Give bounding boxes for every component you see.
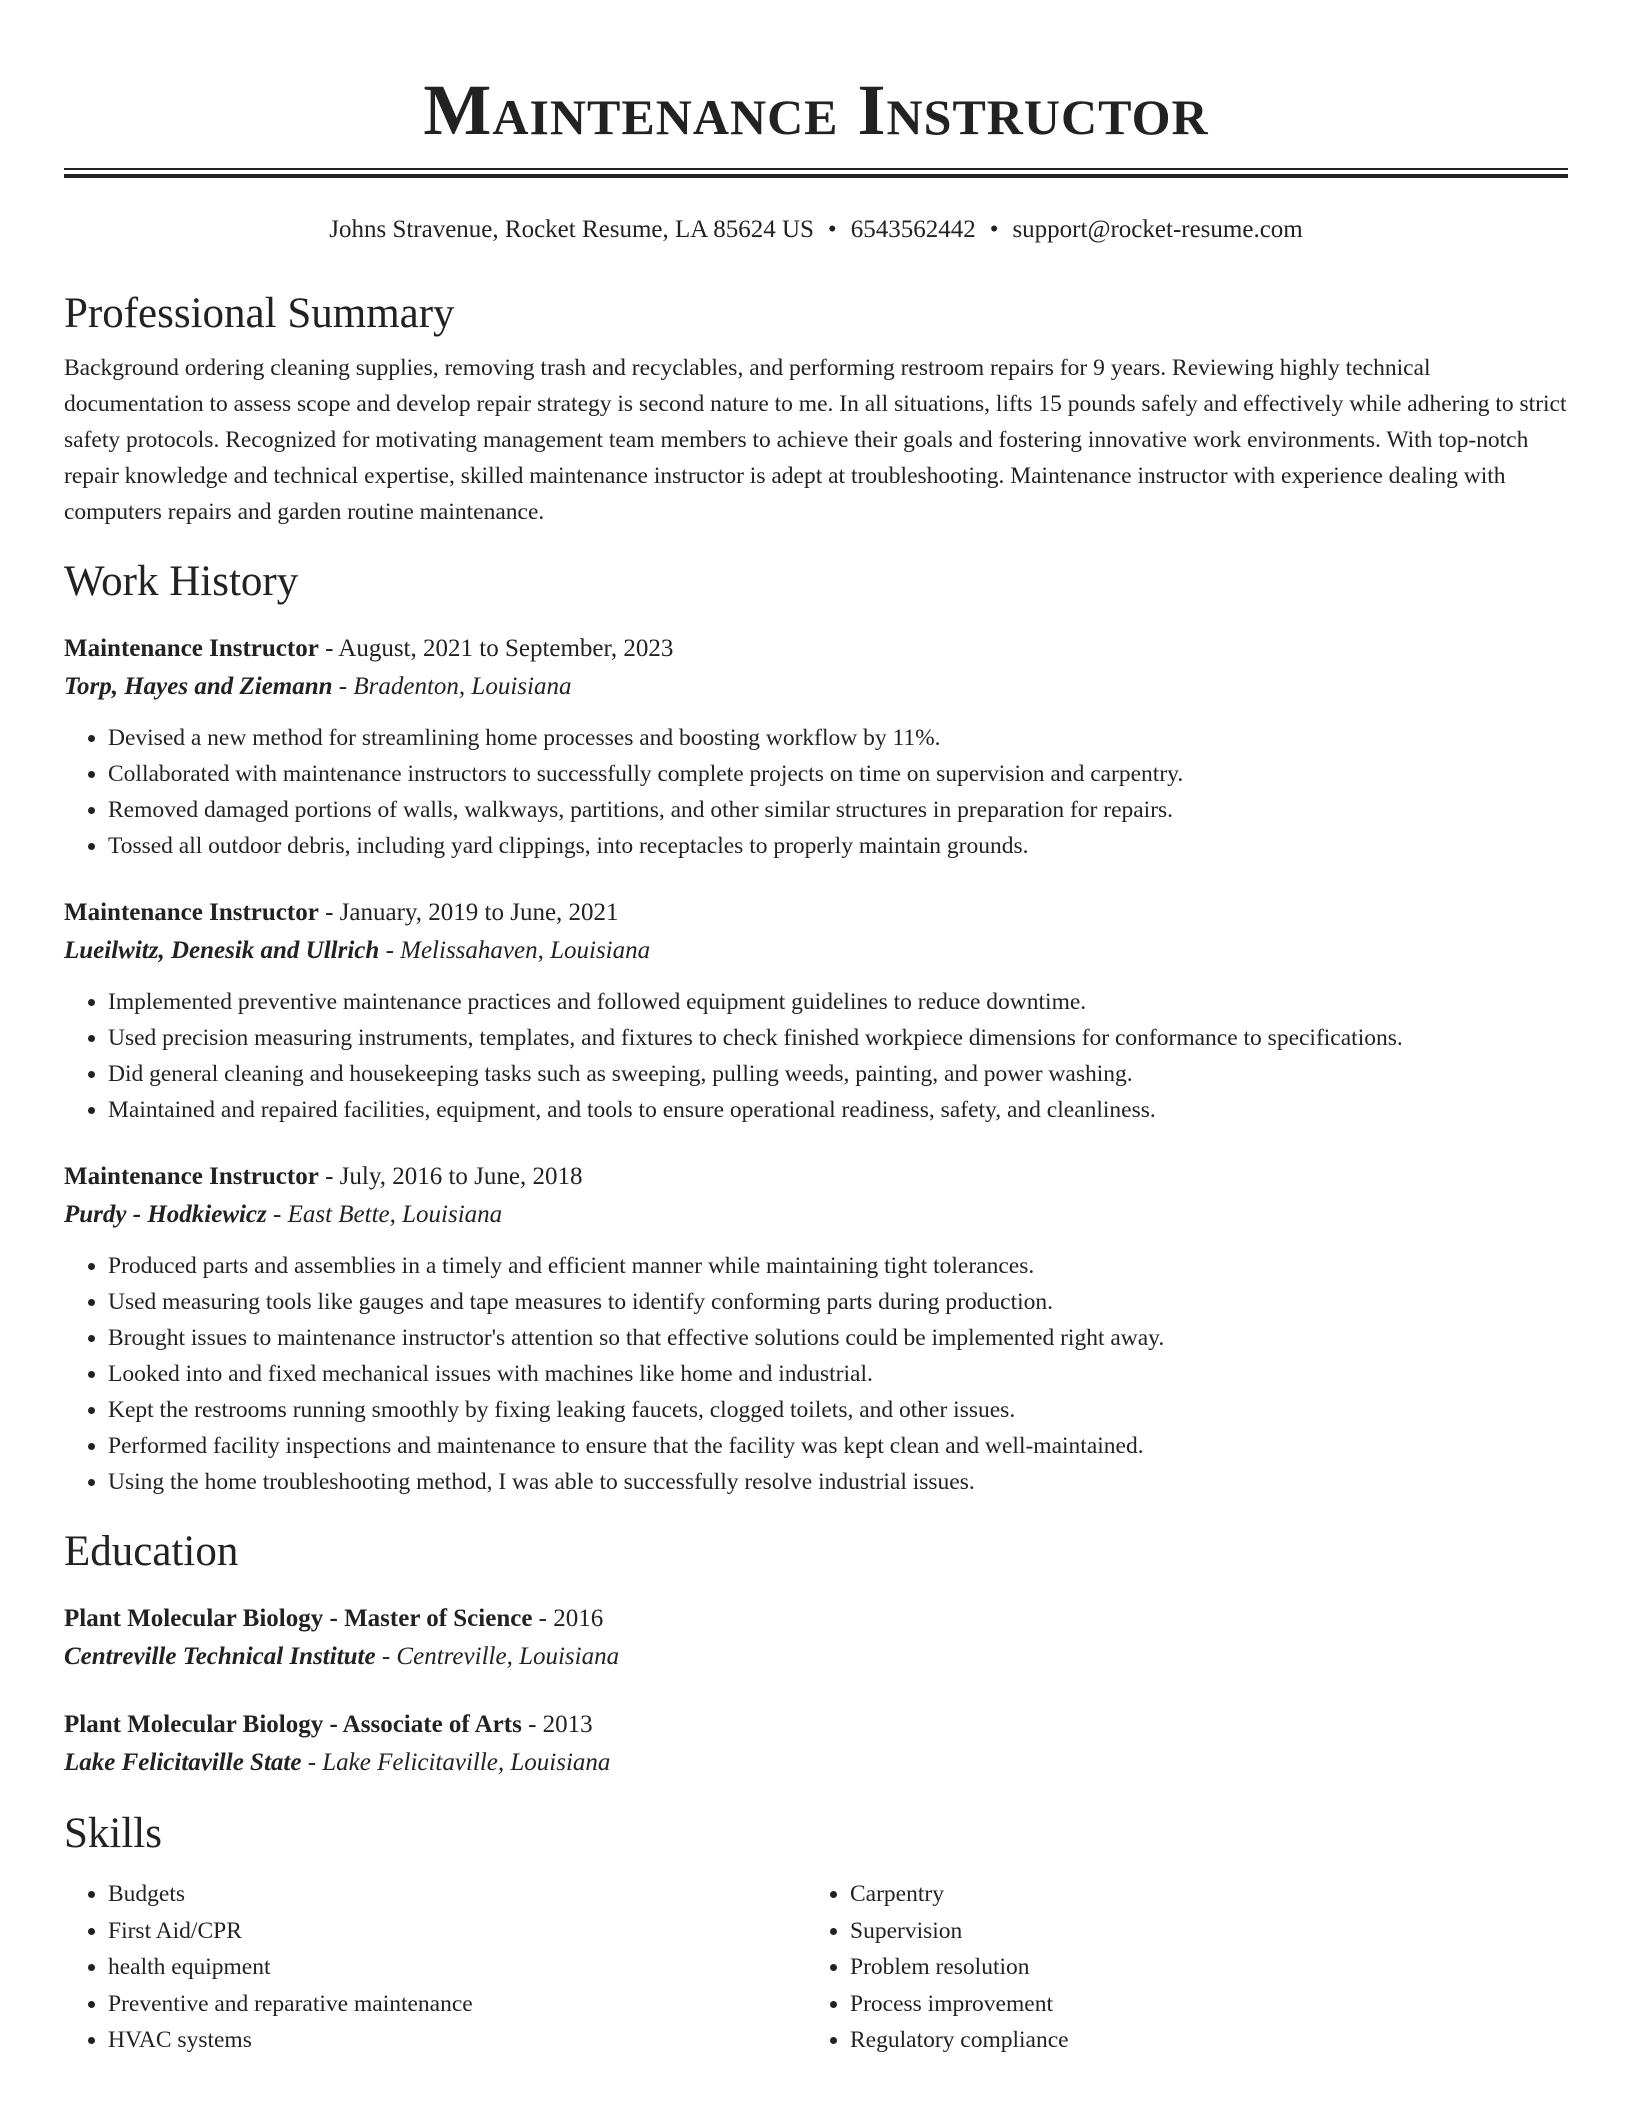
job-bullet: • Maintained and repaired facilities, equipment, and tools to ensure operational readiness, safety, and cleanliness. (108, 1092, 1568, 1128)
job-bullet: • Collaborated with maintenance instructors to successfully complete projects on time on supervision and carpentry. (108, 756, 1568, 792)
education-entry (64, 1706, 1568, 1782)
skill-item: • Supervision (850, 1913, 1548, 1950)
skill-item: • First Aid/CPR (108, 1913, 806, 1950)
job-location: - East Bette, Louisiana (266, 1201, 503, 1228)
education-year: - 2013 (521, 1711, 593, 1738)
skill-item: • Regulatory compliance (850, 2022, 1548, 2059)
contact-separator: • (989, 216, 999, 243)
job-org-line (64, 932, 1568, 970)
job-entry (64, 630, 1568, 864)
skill-item: • HVAC systems (108, 2022, 806, 2059)
job-dates: - January, 2019 to June, 2021 (318, 899, 619, 926)
education-degree: Plant Molecular Biology - Associate of Arts (64, 1711, 522, 1738)
job-bullet: • Did general cleaning and housekeeping tasks such as sweeping, pulling weeds, painting, and power washing. (108, 1056, 1568, 1092)
resume-name: Maintenance Instructor (423, 70, 1209, 150)
job-bullet: • Used measuring tools like gauges and tape measures to identify conforming parts during production. (108, 1284, 1568, 1320)
job-company: Lueilwitz, Denesik and Ullrich (64, 937, 380, 964)
education-school-line (64, 1638, 1568, 1676)
job-bullets (64, 1248, 1568, 1500)
job-bullet: • Using the home troubleshooting method, I was able to successfully resolve industrial issues. (108, 1464, 1568, 1500)
job-bullet: • Brought issues to maintenance instructor's attention so that effective solutions could be implemented right away. (108, 1320, 1568, 1356)
job-dates: - August, 2021 to September, 2023 (318, 635, 674, 662)
skill-item: • Preventive and reparative maintenance (108, 1986, 806, 2023)
summary-text: Background ordering cleaning supplies, removing trash and recyclables, and performing restroom repairs for 9 years. Reviewing highly technical documentation to assess scope and develop repair strategy is second nature to me. In all situations, lifts 15 pounds safely and effectively while adhering to strict safety protocols. Recognized for motivating management team members to achieve their goals and fostering innovative work environments. With top-notch repair knowledge and technical expertise, skilled maintenance instructor is adept at troubleshooting. Maintenance instructor with experience dealing with computers repairs and garden routine maintenance. (64, 355, 1567, 525)
education-year: - 2016 (532, 1605, 604, 1632)
job-title: Maintenance Instructor (64, 899, 319, 926)
contact-email: support@rocket-resume.com (1012, 216, 1303, 243)
skill-item: • Budgets (108, 1876, 806, 1913)
job-bullet: • Produced parts and assemblies in a timely and efficient manner while maintaining tight tolerances. (108, 1248, 1568, 1284)
skill-item: • health equipment (108, 1949, 806, 1986)
skill-item: • Problem resolution (850, 1949, 1548, 1986)
job-bullet: • Performed facility inspections and maintenance to ensure that the facility was kept clean and well-maintained. (108, 1428, 1568, 1464)
education-degree-line (64, 1706, 1568, 1744)
education-school: Lake Felicitaville State (64, 1749, 302, 1776)
job-bullets (64, 984, 1568, 1128)
job-org-line (64, 668, 1568, 706)
job-bullet: • Tossed all outdoor debris, including yard clippings, into receptacles to properly maintain grounds. (108, 828, 1568, 864)
contact-line (64, 212, 1568, 248)
job-bullet: • Implemented preventive maintenance practices and followed equipment guidelines to reduce downtime. (108, 984, 1568, 1020)
header-divider (64, 168, 1568, 178)
skill-item: • Carpentry (850, 1876, 1548, 1913)
contact-separator: • (827, 216, 837, 243)
job-dates: - July, 2016 to June, 2018 (318, 1163, 583, 1190)
job-title: Maintenance Instructor (64, 1163, 319, 1190)
job-role-line (64, 1158, 1568, 1196)
job-company: Torp, Hayes and Ziemann (64, 673, 333, 700)
contact-address: Johns Stravenue, Rocket Resume, LA 85624 US (329, 216, 814, 243)
skills-heading: Skills (64, 1810, 162, 1857)
job-org-line (64, 1196, 1568, 1234)
education-school-line (64, 1744, 1568, 1782)
job-location: - Bradenton, Louisiana (332, 673, 572, 700)
job-role-line (64, 894, 1568, 932)
job-entry (64, 1158, 1568, 1500)
education-location: - Lake Felicitaville, Louisiana (301, 1749, 611, 1776)
job-bullet: • Kept the restrooms running smoothly by fixing leaking faucets, clogged toilets, and other issues. (108, 1392, 1568, 1428)
job-bullet: • Looked into and fixed mechanical issues with machines like home and industrial. (108, 1356, 1568, 1392)
job-bullet: • Devised a new method for streamlining home processes and boosting workflow by 11%. (108, 720, 1568, 756)
education-entry (64, 1600, 1568, 1676)
header-divider-thin (64, 168, 1568, 170)
education-degree: Plant Molecular Biology - Master of Science (64, 1605, 533, 1632)
contact-phone: 6543562442 (850, 216, 976, 243)
skills-grid (64, 1876, 1568, 2059)
education-school: Centreville Technical Institute (64, 1643, 376, 1670)
education-heading: Education (64, 1528, 239, 1575)
job-title: Maintenance Instructor (64, 635, 319, 662)
work-history-heading: Work History (64, 558, 299, 605)
skills-column-left (64, 1876, 806, 2059)
header-divider-thick (64, 174, 1568, 178)
education-degree-line (64, 1600, 1568, 1638)
job-bullet: • Used precision measuring instruments, templates, and fixtures to check finished workpiece dimensions for conformance to specifications. (108, 1020, 1568, 1056)
job-company: Purdy - Hodkiewicz (64, 1201, 267, 1228)
skills-column-right (806, 1876, 1548, 2059)
job-location: - Melissahaven, Louisiana (379, 937, 651, 964)
skill-item: • Process improvement (850, 1986, 1548, 2023)
education-location: - Centreville, Louisiana (375, 1643, 620, 1670)
job-bullet: • Removed damaged portions of walls, walkways, partitions, and other similar structures in preparation for repairs. (108, 792, 1568, 828)
job-role-line (64, 630, 1568, 668)
summary-heading: Professional Summary (64, 290, 455, 337)
job-bullets (64, 720, 1568, 864)
job-entry (64, 894, 1568, 1128)
